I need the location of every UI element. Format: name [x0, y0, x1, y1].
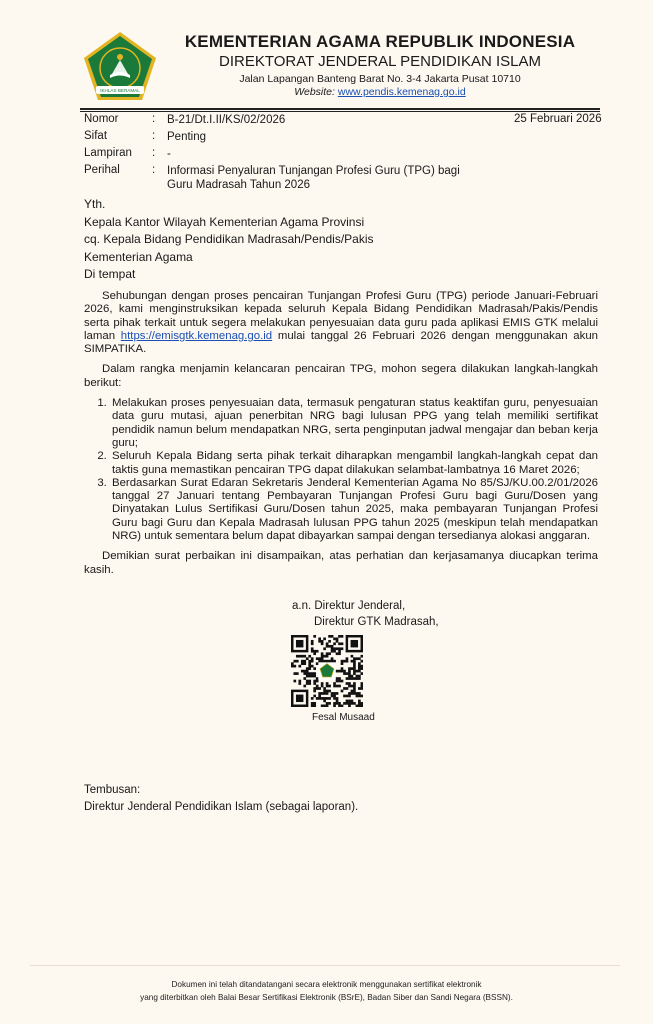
paragraph-text: mulai tanggal 26 Februari 2026 dengan menggunakan akun SIMPATIKA.	[84, 329, 598, 356]
ministry-name: KEMENTERIAN AGAMA REPUBLIK INDONESIA	[184, 32, 576, 51]
directorate-name: DIREKTORAT JENDERAL PENDIDIKAN ISLAM	[218, 53, 542, 70]
body-paragraph-3: Demikian surat perbaikan ini disampaikan, atas perhatian dan kerjasamanya diucapkan terima kasih.	[84, 550, 598, 576]
qr-code-icon	[291, 635, 363, 707]
colon: :	[152, 130, 156, 142]
addressee-line: cq. Kepala Bidang Pendidikan Madrasah/Pendis/Pakis	[84, 232, 374, 246]
footer-line: Dokumen ini telah ditandatangani secara elektronik menggunakan sertifikat elektronik	[171, 980, 482, 989]
letter-body	[84, 290, 598, 584]
meta-row-sifat	[84, 130, 604, 147]
addressee-block	[84, 196, 374, 284]
sifat-value: Penting	[167, 131, 207, 143]
ministry-logo-icon	[82, 30, 158, 102]
body-paragraph-1	[84, 290, 598, 356]
perihal-label: Perihal	[84, 164, 120, 176]
sifat-label: Sifat	[84, 130, 108, 142]
meta-row-perihal	[84, 164, 604, 194]
tembusan-block	[84, 782, 358, 816]
list-item: 2. Seluruh Kepala Bidang serta pihak terkait diharapkan mengambil langkah-langkah cepat dan taktis guna memastikan pencairan TPG dapat dilakukan selambat-lambatnya 16 Maret 2026;	[110, 450, 598, 477]
letterhead	[170, 32, 590, 98]
lampiran-value: -	[167, 148, 171, 160]
colon: :	[152, 147, 156, 159]
instruction-list	[84, 397, 598, 543]
meta-row-nomor	[84, 113, 604, 130]
website-label: Website:	[294, 86, 335, 98]
perihal-value	[167, 164, 507, 192]
letter-meta	[84, 113, 604, 194]
letterhead-divider	[80, 108, 600, 110]
letterhead-website	[170, 86, 590, 98]
lampiran-label: Lampiran	[84, 147, 132, 159]
footer-line: yang diterbitkan oleh Balai Besar Sertifikasi Elektronik (BSrE), Badan Siber dan Sandi Negara (BSSN).	[140, 993, 513, 1002]
addressee-line: Kepala Kantor Wilayah Kementerian Agama Provinsi	[84, 214, 365, 229]
nomor-value: B-21/Dt.I.II/KS/02/2026	[167, 114, 286, 126]
footer-divider	[30, 965, 620, 966]
signature-block	[292, 598, 439, 630]
letter-date: 25 Februari 2026	[514, 113, 602, 125]
list-item: 1. Melakukan proses penyesuaian data, termasuk pengaturan status keaktifan guru, penyesuaian data guru mutasi, ajuan penerbitan NRG bagi lulusan PPG yang telah memiliki sertifikat pendidik namun belum mendapatkan NRG, serta penginputan jadwal mengajar dan beban kerja guru;	[110, 397, 598, 450]
paragraph-text: Sehubungan dengan proses pencairan Tunjangan Profesi Guru (TPG) periode Januari-Februari 2026, kami menginstruksikan kepada seluruh Kepala Bidang Pendidikan Madrasah/Pakis/Pendis serta pihak terkait untuk segera melakukan penyesuaian data guru pada aplikasi EMIS GTK melalui laman	[84, 290, 598, 342]
logo-ribbon-text: IKHLAS BERAMAL	[100, 88, 140, 93]
perihal-line: Guru Madrasah Tahun 2026	[167, 179, 310, 191]
colon: :	[152, 113, 156, 125]
addressee-line: Di tempat	[84, 267, 136, 281]
letterhead-address: Jalan Lapangan Banteng Barat No. 3-4 Jakarta Pusat 10710	[239, 73, 521, 85]
website-link[interactable]: www.pendis.kemenag.go.id	[337, 86, 466, 98]
addressee-salutation: Yth.	[84, 197, 106, 211]
perihal-line: Informasi Penyaluran Tunjangan Profesi Guru (TPG) bagi	[167, 165, 460, 177]
list-item: 3. Berdasarkan Surat Edaran Sekretaris Jenderal Kementerian Agama No 85/SJ/KU.00.2/01/2026 tanggal 27 Januari tentang Pembayaran Tunjangan Profesi Guru bagi Guru/Dosen yang Dinyatakan Lulus Sertifikasi Guru/Dosen tahun 2025, maka pembayaran Tunjangan Profesi Guru bagi Guru dan Kepala Madrasah lulusan PPG tahun 2025 (meskipun telah mendapatkan NRG) untuk sementara belum dapat dibayarkan sampai dengan tersedianya alokasi anggaran.	[110, 477, 598, 543]
colon: :	[152, 164, 156, 176]
esign-footer	[0, 978, 653, 1004]
nomor-label: Nomor	[84, 113, 119, 125]
tembusan-label: Tembusan:	[84, 784, 141, 796]
signer-name: Fesal Musaad	[312, 712, 375, 723]
emis-gtk-link[interactable]: https://emisgtk.kemenag.go.id	[120, 329, 273, 342]
tembusan-item: Direktur Jenderal Pendidikan Islam (sebagai laporan).	[84, 801, 359, 813]
addressee-line: Kementerian Agama	[84, 249, 193, 264]
body-paragraph-2: Dalam rangka menjamin kelancaran pencairan TPG, mohon segera dilakukan langkah-langkah berikut:	[84, 363, 598, 389]
meta-row-lampiran	[84, 147, 604, 164]
letterhead-divider-thin	[80, 111, 600, 112]
signature-title-line: a.n. Direktur Jenderal,	[292, 600, 406, 612]
signature-title-line: Direktur GTK Madrasah,	[314, 616, 439, 628]
